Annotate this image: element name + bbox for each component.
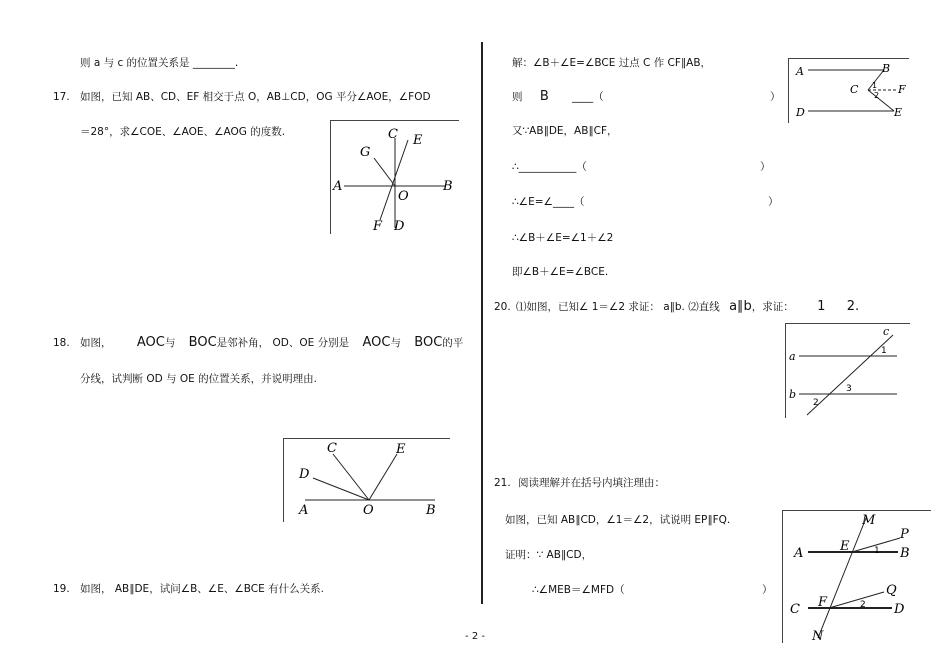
q21-line1: 如图，已知 AB∥CD，∠1＝∠2，试说明 EP∥FQ. xyxy=(505,514,731,526)
q19-label-1: 1 xyxy=(872,81,878,90)
q21-label-A: A xyxy=(794,546,804,561)
q18-label-E: E xyxy=(396,442,406,457)
q21-line3: ∴∠MEB＝∠MFD（ xyxy=(532,584,625,596)
q19-solution-line5: ∴∠E=∠____（ xyxy=(512,196,585,208)
q18-number: 18. xyxy=(53,337,70,349)
q17-figure xyxy=(330,120,460,235)
q19-number: 19. xyxy=(53,583,70,595)
q18-boc: BOC xyxy=(188,335,217,350)
sol-then: 则 xyxy=(512,91,523,103)
q19-solution-line1: 解：∠B＋∠E=∠BCE 过点 C 作 CF∥AB， xyxy=(512,57,712,69)
q17-label-O: O xyxy=(398,189,409,204)
q19-label-C: C xyxy=(850,83,859,96)
q19-figure xyxy=(788,58,910,124)
q20-label-1: 1 xyxy=(881,346,887,356)
q21-label-B: B xyxy=(900,546,910,561)
q18-aoc-2: AOC xyxy=(362,335,391,350)
q21-number: 21. xyxy=(494,477,511,489)
q18-label-A: A xyxy=(299,503,309,518)
q18-label-O: O xyxy=(363,503,374,518)
q20-label-a: a xyxy=(789,350,796,363)
q17-label-D: D xyxy=(394,219,405,234)
q21-label-1: 1 xyxy=(874,546,880,556)
q19-label-F: F xyxy=(898,83,906,96)
q21-label-Q: Q xyxy=(886,583,897,598)
q20-a-parallel-b: a∥b xyxy=(729,299,752,314)
q20-figure xyxy=(785,323,911,419)
q18-text-e: 的平 xyxy=(442,337,464,349)
q21-label-D: D xyxy=(894,602,905,617)
q21-label-2: 2 xyxy=(860,600,866,610)
q19-solution-line4: ∴___________（ xyxy=(512,161,587,173)
q17-number: 17. xyxy=(53,91,70,103)
q19-label-B: B xyxy=(882,62,891,75)
q21-title: 阅读理解并在括号内填注理由： xyxy=(518,477,665,489)
q19-solution-line2 xyxy=(512,90,604,104)
q18-figure xyxy=(283,438,451,523)
q19-label-E: E xyxy=(894,106,903,119)
q19-label-D: D xyxy=(796,106,805,119)
q17-label-E: E xyxy=(413,133,423,148)
q20-line1 xyxy=(516,300,859,314)
prev-question-tail: 则 a 与 c 的位置关系是 ________. xyxy=(80,57,239,69)
sol-paren-3: ） xyxy=(768,196,779,208)
q21-figure xyxy=(782,510,932,644)
q21-paren: ） xyxy=(762,584,773,596)
q20-angle-1: 1 xyxy=(817,299,826,314)
q18-text-c: 是邻补角， OD、OE 分别是 xyxy=(216,337,350,349)
q19-solution-line6: ∴∠B＋∠E=∠1＋∠2 xyxy=(512,232,614,244)
q18-line1 xyxy=(80,336,463,350)
q21-label-E: E xyxy=(840,539,850,554)
q20-number: 20. xyxy=(494,301,511,313)
q20-label-c: c xyxy=(883,325,890,338)
q18-label-B: B xyxy=(426,503,436,518)
q17-label-B: B xyxy=(443,179,453,194)
q18-text-a: 如图， xyxy=(80,337,112,349)
sol-paren-2: ） xyxy=(760,161,771,173)
q21-label-P: P xyxy=(900,527,909,542)
q17-label-A: A xyxy=(333,179,343,194)
sol-blank-1: ____（ xyxy=(572,91,604,103)
q17-line2: ＝28°，求∠COE、∠AOE、∠AOG 的度数. xyxy=(80,126,286,138)
q17-label-F: F xyxy=(373,219,383,234)
q19-solution-line7: 即∠B＋∠E=∠BCE. xyxy=(512,266,609,278)
q17-label-G: G xyxy=(360,145,371,160)
q21-label-M: M xyxy=(862,513,876,528)
q21-label-N: N xyxy=(812,629,824,644)
q21-label-C: C xyxy=(790,602,800,617)
q20-label-3: 3 xyxy=(846,384,852,394)
q20-text-a: ⑴如图，已知∠ 1＝∠2 求证： a∥b. ⑵直线 xyxy=(516,301,720,313)
q19-label-2: 2 xyxy=(874,91,880,100)
q21-label-F: F xyxy=(818,595,828,610)
q17-line1: 如图，已知 AB、CD、EF 相交于点 O，AB⊥CD，OG 平分∠AOE，∠FOD xyxy=(80,91,431,103)
q18-label-D: D xyxy=(299,467,310,482)
q18-text-b: 与 xyxy=(164,337,176,349)
q19-label-A: A xyxy=(796,65,804,78)
q21-line2: 证明：∵ AB∥CD， xyxy=(505,549,593,561)
page-number: - 2 - xyxy=(465,631,485,642)
q20-angle-2: 2. xyxy=(846,299,860,314)
sol-b-angle: B xyxy=(539,89,549,104)
q18-aoc: AOC xyxy=(136,335,165,350)
q18-line2: 分线，试判断 OD 与 OE 的位置关系，并说明理由. xyxy=(80,373,317,385)
sol-paren-1: ） xyxy=(770,91,781,103)
column-divider xyxy=(481,42,483,604)
q20-text-c: ，求证： xyxy=(751,301,794,313)
q19-solution-line3: 又∵AB∥DE，AB∥CF， xyxy=(512,125,618,137)
q19-line1: 如图， AB∥DE，试问∠B、∠E、∠BCE 有什么关系. xyxy=(80,583,324,595)
q18-label-C: C xyxy=(327,441,337,456)
q20-label-2: 2 xyxy=(813,398,819,408)
q18-text-d: 与 xyxy=(390,337,401,349)
q17-label-C: C xyxy=(388,127,398,142)
q20-label-b: b xyxy=(789,388,797,401)
q18-boc-2: BOC xyxy=(414,335,443,350)
